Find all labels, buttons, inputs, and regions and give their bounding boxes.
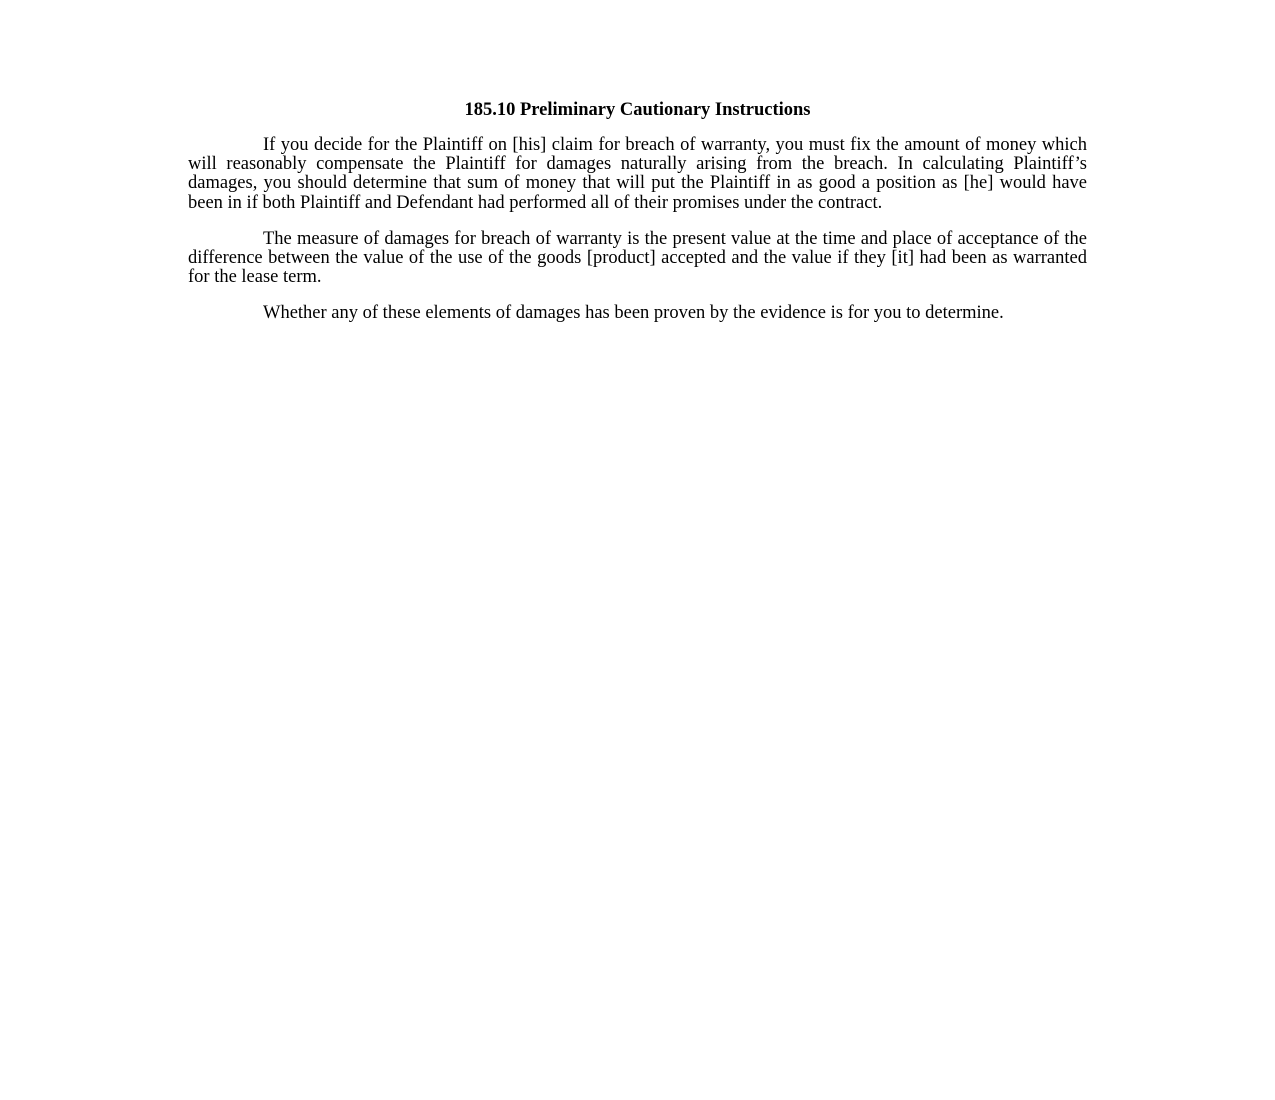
- paragraph-burden-of-proof: Whether any of these elements of damages has been proven by the evidence is for you to determine.: [263, 303, 1004, 324]
- document-body: [188, 98, 1087, 341]
- paragraph-damages-claim: If you decide for the Plaintiff on [his] claim for breach of warranty, you must fix the amount of money which will reasonably compensate the Plaintiff for damages naturally arising from the breach. In calculating Plaintiff’s damages, you should determine that sum of money that will put the Plaintiff in as good a position as [he] would have been in if both Plaintiff and Defendant had performed all of their promises under the contract.: [188, 135, 1087, 213]
- page-title: 185.10 Preliminary Cautionary Instructions: [464, 100, 811, 120]
- paragraph-measure-of-damages: The measure of damages for breach of warranty is the present value at the time and place of acceptance of the difference between the value of the use of the goods [product] accepted and the value if they [it] had been as warranted for the lease term.: [188, 228, 1087, 288]
